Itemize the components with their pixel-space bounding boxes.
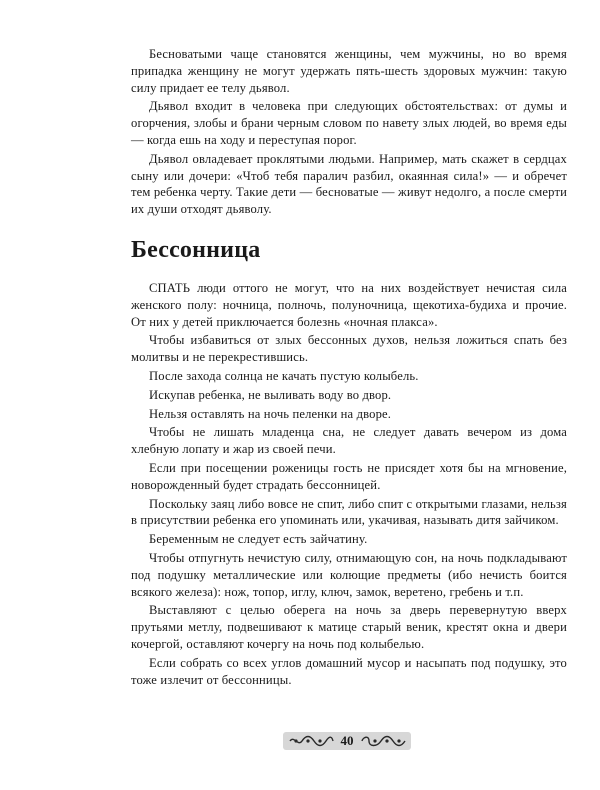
left-ornament-icon xyxy=(288,735,334,747)
page-number-footer xyxy=(283,732,411,750)
body-paragraph: Беременным не следует есть зайчатину. xyxy=(149,532,368,547)
body-paragraph: Дьявол овладевает проклятыми людьми. Например, мать скажет в сердцах сыну или дочери: «Чтоб тебя паралич разбил, окаянная сила!» — и обречет тем ребенка черту. Такие дети — бесноватые — живут недолго, а после смерти их души отходят дьяволу. xyxy=(131,151,567,217)
page-body xyxy=(131,46,567,688)
body-paragraph: Чтобы избавиться от злых бессонных духов, нельзя ложиться спать без молитвы и не перекрестившись. xyxy=(131,333,567,365)
body-paragraph: Дьявол входит в человека при следующих обстоятельствах: от думы и огорчения, злобы и брани черным словом по наветy злых людей, во время еды — когда ешь на ходу и переступая порог. xyxy=(131,99,567,147)
body-paragraph: Если собрать со всех углов домашний мусор и насыпать под подушку, это тоже излечит от бессонницы. xyxy=(131,655,567,687)
body-paragraph: Если при посещении роженицы гость не присядет хотя бы на мгновение, новорожденный будет страдать бессонницей. xyxy=(131,460,567,492)
right-ornament-icon xyxy=(361,735,407,747)
body-paragraph: Чтобы не лишать младенца сна, не следует давать вечером из дома хлебную лопату и жар из своей печи. xyxy=(131,425,567,457)
body-paragraph: Искупав ребенка, не выливать воду во двор. xyxy=(149,387,392,402)
body-paragraph: Поскольку заяц либо вовсе не спит, либо спит с открытыми глазами, нельзя в присутствии ребенка его упоминать или, укачивая, называть дитя зайчиком. xyxy=(131,496,567,528)
body-paragraph: После захода солнца не качать пустую колыбель. xyxy=(149,368,419,383)
section-title: Бессонница xyxy=(131,236,261,263)
body-paragraph: Бесноватыми чаще становятся женщины, чем мужчины, но во время припадка женщину не могут удержать пять-шесть здоровых мужчин: такую силу придает ее телу дьявол. xyxy=(131,47,567,95)
page-number: 40 xyxy=(340,733,354,748)
body-paragraph: Нельзя оставлять на ночь пеленки на дворе. xyxy=(149,406,392,421)
body-paragraph: Выставляют с целью оберега на ночь за дверь перевернутую вверх прутьями метлу, подвешивают к матице старый веник, крестят окна и двери кочергой, оставляют кочергу на ночь под колыбелью. xyxy=(131,603,567,651)
body-paragraph: Чтобы отпугнуть нечистую силу, отнимающую сон, на ночь подкладывают под подушку металлические или колющие предметы (ибо нечисть боится всякого железа): нож, топор, иглу, ключ, замок, веретено, гребень и т.п. xyxy=(131,550,567,599)
body-paragraph: СПАТЬ люди оттого не могут, что на них воздействует нечистая сила женского полу: ночница, полночь, полуночница, щекотиха-будиха и прочие. От них у детей приключается болезнь «ночная плакса». xyxy=(131,280,567,329)
